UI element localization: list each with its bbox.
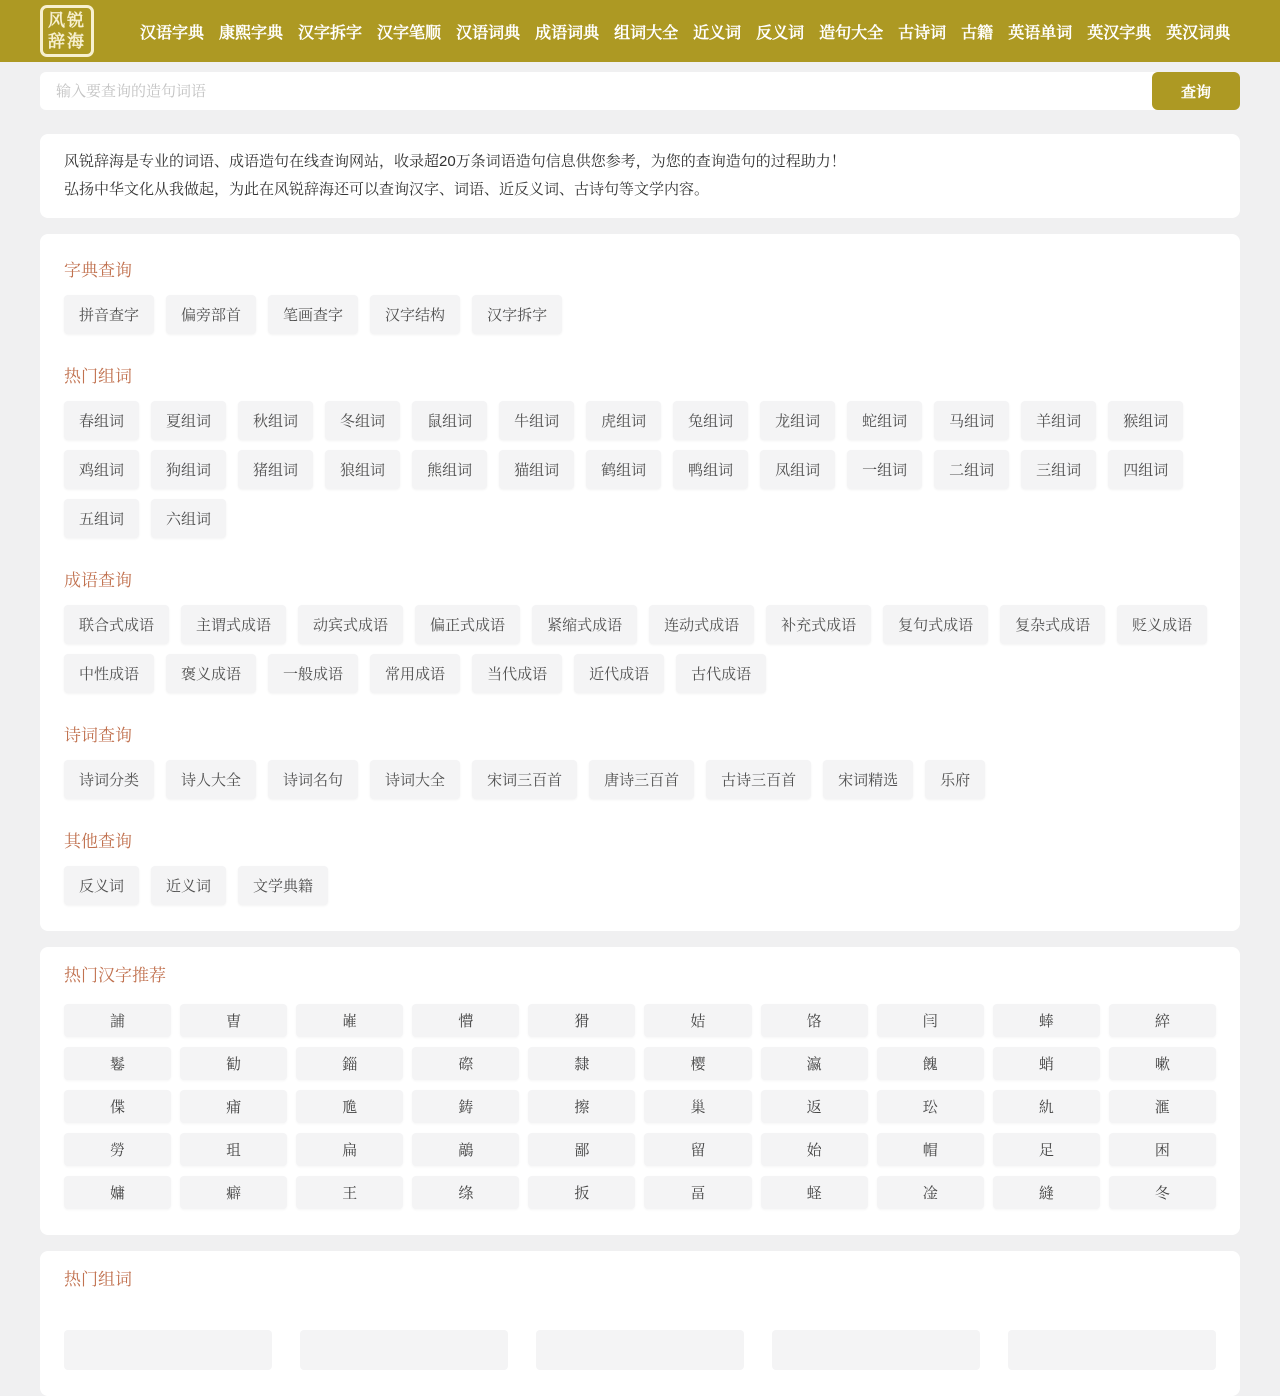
- character-link[interactable]: 綷: [1109, 1004, 1216, 1037]
- nav-item[interactable]: 造句大全: [819, 24, 884, 42]
- nav-item[interactable]: 古籍: [961, 24, 994, 42]
- nav-item[interactable]: 反义词: [756, 24, 805, 42]
- nav-item[interactable]: 康熙字典: [219, 24, 284, 42]
- site-logo[interactable]: [40, 5, 94, 57]
- section-hot-words: [64, 362, 1216, 538]
- query-link[interactable]: 四组词: [1108, 450, 1183, 489]
- query-link[interactable]: 补充式成语: [766, 605, 871, 644]
- character-link[interactable]: 蛏: [761, 1176, 868, 1209]
- character-link[interactable]: 畐: [644, 1176, 751, 1209]
- section-links: [64, 605, 1216, 693]
- character-link[interactable]: 闫: [877, 1004, 984, 1037]
- query-link[interactable]: 六组词: [151, 499, 226, 538]
- query-link[interactable]: 偏旁部首: [166, 295, 256, 334]
- hot-characters-card: [40, 947, 1240, 1235]
- query-link[interactable]: 鸭组词: [673, 450, 748, 489]
- query-link[interactable]: 五组词: [64, 499, 139, 538]
- query-link[interactable]: 笔画查字: [268, 295, 358, 334]
- query-link[interactable]: 狗组词: [151, 450, 226, 489]
- search-input[interactable]: [40, 72, 1158, 110]
- nav-item[interactable]: 汉字拆字: [298, 24, 363, 42]
- query-link[interactable]: 凤组词: [760, 450, 835, 489]
- query-link[interactable]: 汉字拆字: [472, 295, 562, 334]
- character-link[interactable]: 嶉: [296, 1004, 403, 1037]
- query-link[interactable]: 古诗三百首: [706, 760, 811, 799]
- query-link[interactable]: 中性成语: [64, 654, 154, 693]
- section-title: 热门组词: [64, 366, 132, 386]
- bottom-hot-words-title: 热门组词: [64, 1269, 132, 1289]
- hot-characters-title: 热门汉字推荐: [64, 965, 166, 985]
- character-link[interactable]: 磜: [412, 1047, 519, 1080]
- character-link[interactable]: 滙: [1109, 1090, 1216, 1123]
- query-link[interactable]: 诗词大全: [370, 760, 460, 799]
- query-link[interactable]: 一组词: [847, 450, 922, 489]
- query-link[interactable]: 猪组词: [238, 450, 313, 489]
- nav-item[interactable]: 汉字笔顺: [377, 24, 442, 42]
- character-link[interactable]: 瀛: [761, 1047, 868, 1080]
- query-link[interactable]: 猴组词: [1108, 401, 1183, 440]
- word-button-placeholder[interactable]: [536, 1330, 744, 1370]
- character-link[interactable]: 返: [761, 1090, 868, 1123]
- word-button-placeholder[interactable]: [300, 1330, 508, 1370]
- nav-item[interactable]: 英汉字典: [1087, 24, 1152, 42]
- character-link[interactable]: 嗽: [1109, 1047, 1216, 1080]
- query-link[interactable]: 虎组词: [586, 401, 661, 440]
- character-link[interactable]: 帽: [877, 1133, 984, 1166]
- query-link[interactable]: 诗词名句: [268, 760, 358, 799]
- nav-item[interactable]: 成语词典: [535, 24, 600, 42]
- query-link[interactable]: 二组词: [934, 450, 1009, 489]
- query-link[interactable]: 鼠组词: [412, 401, 487, 440]
- hot-characters-grid: [64, 1004, 1216, 1209]
- character-link[interactable]: 巢: [644, 1090, 751, 1123]
- word-button-placeholder[interactable]: [1008, 1330, 1216, 1370]
- nav-item[interactable]: 英语单词: [1008, 24, 1073, 42]
- word-button-placeholder[interactable]: [64, 1330, 272, 1370]
- query-link[interactable]: 狼组词: [325, 450, 400, 489]
- nav-item[interactable]: 汉语词典: [456, 24, 521, 42]
- query-link[interactable]: 主谓式成语: [181, 605, 286, 644]
- character-link[interactable]: 猾: [528, 1004, 635, 1037]
- character-link[interactable]: 足: [993, 1133, 1100, 1166]
- character-link[interactable]: 鶮: [412, 1133, 519, 1166]
- character-link[interactable]: 嫞: [64, 1176, 171, 1209]
- bottom-hot-words-card: [40, 1251, 1240, 1396]
- character-link[interactable]: 癖: [180, 1176, 287, 1209]
- intro-line2: 弘扬中华文化从我做起，为此在风锐辞海还可以查询汉字、词语、近反义词、古诗句等文学内容。: [64, 180, 710, 198]
- query-link[interactable]: 冬组词: [325, 401, 400, 440]
- character-link[interactable]: 玜: [877, 1090, 984, 1123]
- character-link[interactable]: 始: [761, 1133, 868, 1166]
- word-button-placeholder[interactable]: [772, 1330, 980, 1370]
- main-nav: [140, 20, 1240, 43]
- section-title: 字典查询: [64, 260, 132, 280]
- nav-item[interactable]: 汉语字典: [140, 24, 205, 42]
- query-link[interactable]: 常用成语: [370, 654, 460, 693]
- character-link[interactable]: 扳: [528, 1176, 635, 1209]
- character-link[interactable]: 王: [296, 1176, 403, 1209]
- character-link[interactable]: 曺: [180, 1004, 287, 1037]
- section-dictionary-query: [64, 256, 1216, 334]
- query-link[interactable]: 动宾式成语: [298, 605, 403, 644]
- character-link[interactable]: 姞: [644, 1004, 751, 1037]
- query-link[interactable]: 文学典籍: [238, 866, 328, 905]
- query-link[interactable]: 紧缩式成语: [532, 605, 637, 644]
- query-link[interactable]: 汉字结构: [370, 295, 460, 334]
- character-link[interactable]: 偞: [64, 1090, 171, 1123]
- query-link[interactable]: 秋组词: [238, 401, 313, 440]
- query-link[interactable]: 拼音查字: [64, 295, 154, 334]
- query-link[interactable]: 三组词: [1021, 450, 1096, 489]
- character-link[interactable]: 隸: [528, 1047, 635, 1080]
- query-link[interactable]: 熊组词: [412, 450, 487, 489]
- character-link[interactable]: 饹: [761, 1004, 868, 1037]
- character-link[interactable]: 留: [644, 1133, 751, 1166]
- logo-line2: 辞海: [48, 32, 86, 51]
- query-link[interactable]: 猫组词: [499, 450, 574, 489]
- query-link[interactable]: 乐府: [925, 760, 985, 799]
- query-link[interactable]: 复句式成语: [883, 605, 988, 644]
- query-link[interactable]: 唐诗三百首: [589, 760, 694, 799]
- section-idiom-query: [64, 566, 1216, 693]
- nav-item[interactable]: 英汉词典: [1166, 24, 1231, 42]
- query-link[interactable]: 反义词: [64, 866, 139, 905]
- character-link[interactable]: 卼: [296, 1090, 403, 1123]
- query-link[interactable]: 一般成语: [268, 654, 358, 693]
- character-link[interactable]: 扁: [296, 1133, 403, 1166]
- character-link[interactable]: 鄙: [528, 1133, 635, 1166]
- section-links: [64, 760, 1216, 799]
- character-link[interactable]: 鬈: [64, 1047, 171, 1080]
- query-link[interactable]: 宋词三百首: [472, 760, 577, 799]
- character-link[interactable]: 绦: [412, 1176, 519, 1209]
- section-title: 其他查询: [64, 831, 132, 851]
- section-links: [64, 866, 1216, 905]
- character-link[interactable]: 凎: [877, 1176, 984, 1209]
- query-link[interactable]: 联合式成语: [64, 605, 169, 644]
- character-link[interactable]: 冬: [1109, 1176, 1216, 1209]
- query-link[interactable]: 龙组词: [760, 401, 835, 440]
- query-link[interactable]: 当代成语: [472, 654, 562, 693]
- query-link[interactable]: 羊组词: [1021, 401, 1096, 440]
- query-link[interactable]: 兔组词: [673, 401, 748, 440]
- query-link[interactable]: 诗人大全: [166, 760, 256, 799]
- query-link[interactable]: 诗词分类: [64, 760, 154, 799]
- query-link[interactable]: 古代成语: [676, 654, 766, 693]
- character-link[interactable]: 䊵: [993, 1090, 1100, 1123]
- query-link[interactable]: 复杂式成语: [1000, 605, 1105, 644]
- intro-card: [40, 134, 1240, 218]
- bottom-hot-words-row: [64, 1330, 1216, 1370]
- query-link[interactable]: 偏正式成语: [415, 605, 520, 644]
- logo-line1: 风锐: [48, 10, 86, 30]
- character-link[interactable]: 勞: [64, 1133, 171, 1166]
- query-categories-card: [40, 234, 1240, 931]
- intro-line1: 风锐辞海是专业的词语、成语造句在线查询网站，收录超20万条词语造句信息供您参考，为您的查询造句的过程助力！: [64, 153, 846, 170]
- character-link[interactable]: 擦: [528, 1090, 635, 1123]
- query-link[interactable]: 鸡组词: [64, 450, 139, 489]
- query-link[interactable]: 近义词: [151, 866, 226, 905]
- query-link[interactable]: 连动式成语: [649, 605, 754, 644]
- character-link[interactable]: 錙: [296, 1047, 403, 1080]
- top-navbar: [0, 0, 1280, 62]
- query-link[interactable]: 牛组词: [499, 401, 574, 440]
- character-link[interactable]: 誧: [64, 1004, 171, 1037]
- character-link[interactable]: 鋳: [412, 1090, 519, 1123]
- character-link[interactable]: 痡: [180, 1090, 287, 1123]
- character-link[interactable]: 困: [1109, 1133, 1216, 1166]
- query-link[interactable]: 近代成语: [574, 654, 664, 693]
- character-link[interactable]: 蜯: [993, 1004, 1100, 1037]
- nav-item[interactable]: 组词大全: [614, 24, 679, 42]
- query-link[interactable]: 贬义成语: [1117, 605, 1207, 644]
- section-other-query: [64, 827, 1216, 905]
- query-link[interactable]: 褒义成语: [166, 654, 256, 693]
- query-link[interactable]: 鹤组词: [586, 450, 661, 489]
- character-link[interactable]: 珇: [180, 1133, 287, 1166]
- character-link[interactable]: 蛸: [993, 1047, 1100, 1080]
- query-link[interactable]: 马组词: [934, 401, 1009, 440]
- query-link[interactable]: 蛇组词: [847, 401, 922, 440]
- query-link[interactable]: 夏组词: [151, 401, 226, 440]
- character-link[interactable]: 餽: [877, 1047, 984, 1080]
- nav-item[interactable]: 近义词: [693, 24, 742, 42]
- section-links: [64, 401, 1216, 538]
- search-button[interactable]: 查询: [1152, 72, 1240, 110]
- search-bar: [40, 72, 1240, 110]
- section-title: 诗词查询: [64, 725, 132, 745]
- query-link[interactable]: 宋词精选: [823, 760, 913, 799]
- character-link[interactable]: 懵: [412, 1004, 519, 1037]
- character-link[interactable]: 勧: [180, 1047, 287, 1080]
- nav-item[interactable]: 古诗词: [898, 24, 947, 42]
- section-title: 成语查询: [64, 570, 132, 590]
- character-link[interactable]: 樱: [644, 1047, 751, 1080]
- query-link[interactable]: 春组词: [64, 401, 139, 440]
- character-link[interactable]: 縫: [993, 1176, 1100, 1209]
- section-poetry-query: [64, 721, 1216, 799]
- section-links: [64, 295, 1216, 334]
